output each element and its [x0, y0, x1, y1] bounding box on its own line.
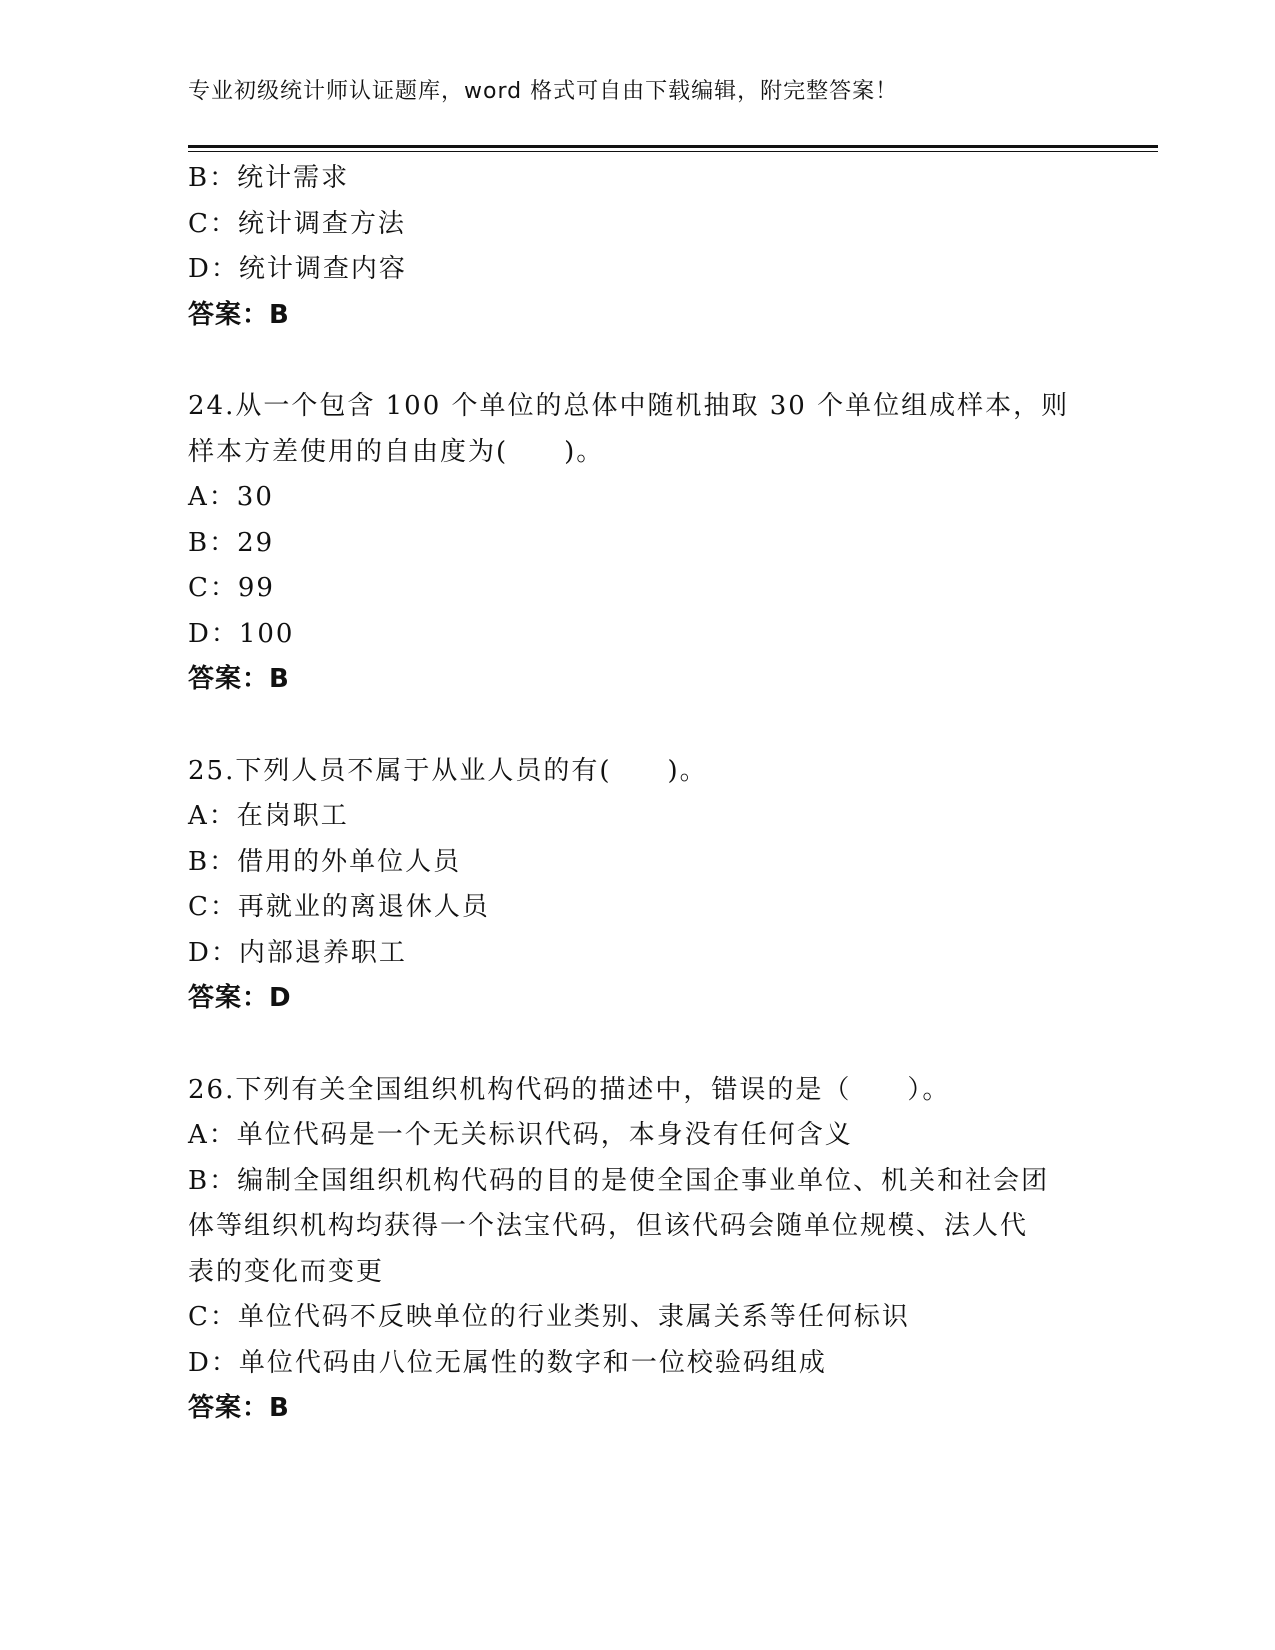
option-b: B：借用的外单位人员 [188, 846, 462, 877]
question-stem: 26.下列有关全国组织机构代码的描述中，错误的是（ ）。 [188, 1074, 951, 1105]
question-block-24 [188, 384, 1088, 703]
answer: 答案：D [188, 983, 292, 1013]
option-b: B：统计需求 [188, 163, 350, 193]
option-d: D：单位代码由八位无属性的数字和一位校验码组成 [188, 1347, 827, 1378]
option-d: D：统计调查内容 [188, 254, 407, 284]
option-b: B：编制全国组织机构代码的目的是使全国企事业单位、机关和社会团 [188, 1165, 1050, 1196]
option-b-continued: 体等组织机构均获得一个法宝代码，但该代码会随单位规模、法人代 [188, 1211, 1029, 1241]
question-block-23 [188, 156, 1088, 338]
option-a: A：30 [188, 482, 274, 512]
option-c: C：单位代码不反映单位的行业类别、隶属关系等任何标识 [188, 1302, 910, 1332]
question-block-25 [188, 749, 1088, 1022]
question-content [188, 156, 1088, 1432]
option-c: C：统计调查方法 [188, 208, 406, 239]
answer: 答案：B [188, 1393, 290, 1423]
question-stem: 25.下列人员不属于从业人员的有( )。 [188, 755, 708, 786]
option-d: D：100 [188, 618, 295, 649]
option-c: C：99 [188, 573, 275, 603]
question-stem: 24.从一个包含 100 个单位的总体中随机抽取 30 个单位组成样本，则 [188, 391, 1070, 421]
option-b: B：29 [188, 527, 275, 558]
option-b-continued: 表的变化而变更 [188, 1256, 385, 1287]
option-a: A：在岗职工 [188, 801, 349, 831]
question-block-26 [188, 1068, 1088, 1432]
header-rule-thin [188, 151, 1158, 152]
question-stem: 样本方差使用的自由度为( )。 [188, 436, 605, 467]
option-d: D：内部退养职工 [188, 937, 407, 968]
answer: 答案：B [188, 664, 290, 694]
option-c: C：再就业的离退休人员 [188, 892, 490, 922]
option-a: A：单位代码是一个无关标识代码，本身没有任何含义 [188, 1120, 853, 1150]
page-header: 专业初级统计师认证题库，word 格式可自由下载编辑，附完整答案！ [188, 79, 899, 104]
header-rule-thick [188, 145, 1158, 148]
answer: 答案：B [188, 299, 290, 330]
